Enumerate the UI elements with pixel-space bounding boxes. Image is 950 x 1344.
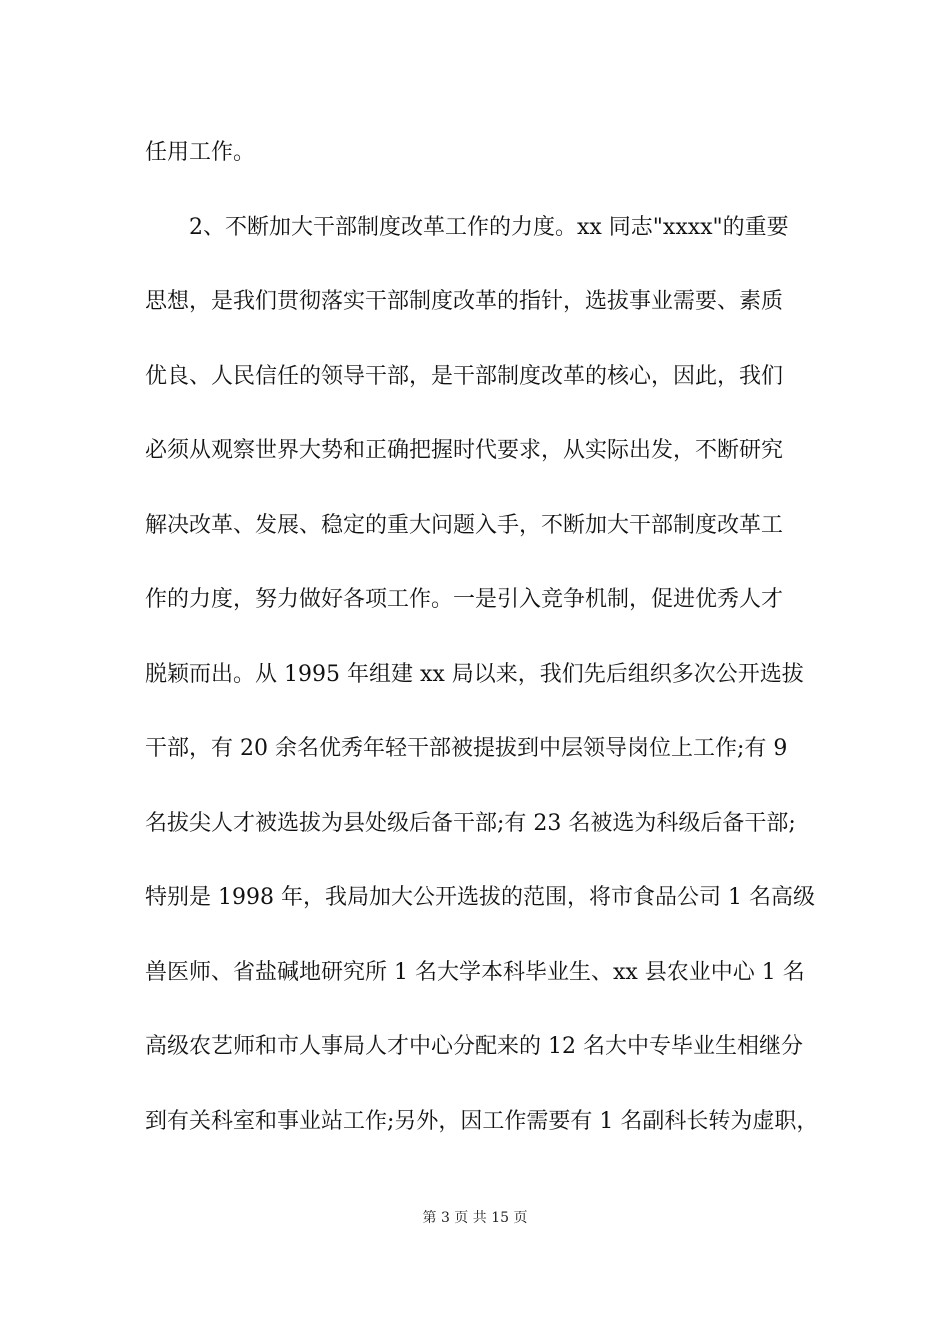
text-line: 作的力度，努力做好各项工作。一是引入竞争机制，促进优秀人才 bbox=[145, 587, 784, 612]
text-line: 脱颖而出。从 1995 年组建 xx 局以来，我们先后组织多次公开选拔 bbox=[145, 661, 804, 687]
body-text bbox=[145, 128, 825, 1171]
text-line: 解决改革、发展、稳定的重大问题入手，不断加大干部制度改革工 bbox=[145, 512, 784, 538]
text-line: 优良、人民信任的领导干部，是干部制度改革的核心，因此，我们 bbox=[145, 363, 784, 389]
paragraph-start-line: 2、不断加大干部制度改革工作的力度。xx 同志"xxxx"的重要 bbox=[189, 214, 789, 240]
text-line: 必须从观察世界大势和正确把握时代要求，从实际出发，不断研究 bbox=[145, 438, 784, 463]
text-line: 思想，是我们贯彻落实干部制度改革的指针，选拔事业需要、素质 bbox=[145, 289, 784, 314]
text-line: 干部，有 20 余名优秀年轻干部被提拔到中层领导岗位上工作;有 9 bbox=[145, 736, 788, 761]
text-line: 高级农艺师和市人事局人才中心分配来的 12 名大中专毕业生相继分 bbox=[145, 1034, 803, 1059]
text-line: 到有关科室和事业站工作;另外，因工作需要有 1 名副科长转为虚职， bbox=[145, 1108, 819, 1134]
text-line: 兽医师、省盐碱地研究所 1 名大学本科毕业生、xx 县农业中心 1 名 bbox=[145, 959, 805, 985]
text-line: 特别是 1998 年，我局加大公开选拔的范围，将市食品公司 1 名高级 bbox=[145, 885, 815, 910]
text-line: 名拔尖人才被选拔为县处级后备干部;有 23 名被选为科级后备干部; bbox=[145, 810, 796, 836]
text-line: 任用工作。 bbox=[145, 140, 256, 165]
page-number-footer: 第 3 页 共 15 页 bbox=[422, 1210, 528, 1226]
